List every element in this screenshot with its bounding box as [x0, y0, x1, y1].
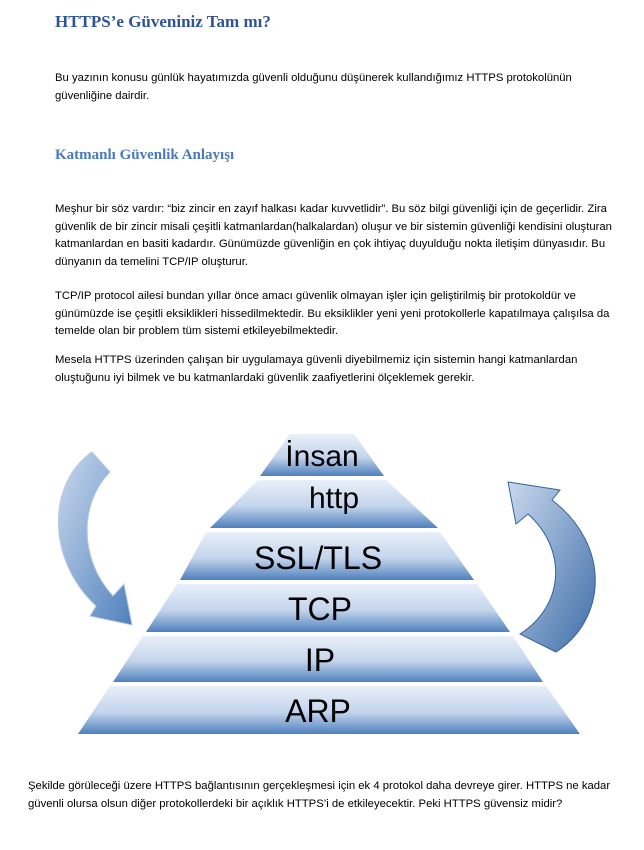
- body-paragraph-2: TCP/IP protocol ailesi bundan yıllar önce amacı güvenlik olmayan işler için geliştirilmiş bir protokoldür ve günümüzde ise çeşitli eksiklikleri hissedilmektedir. Bu eksiklikler yeni yeni protokollerle kapatılmaya çalışılsa da temelde olan bir problem tüm sistemi etkileyebilmektedir.: [55, 290, 610, 337]
- pyramid-label-tcp: TCP: [288, 591, 352, 627]
- pyramid-label-ip: IP: [304, 642, 336, 678]
- curved-arrow-down-right-icon: [58, 452, 132, 625]
- section-heading: Katmanlı Güvenlik Anlayışı: [55, 147, 235, 163]
- pyramid-label-arp: ARP: [285, 693, 351, 729]
- pyramid-label-ssl-tls: SSL/TLS: [253, 540, 383, 576]
- pyramid-label-http: http: [308, 482, 360, 515]
- body-paragraph-3: Mesela HTTPS üzerinden çalışan bir uygulamaya güvenli diyebilmemiz için sistemin hangi katmanlardan oluştuğunu iyi bilmek ve bu katmanlardaki güvenlik zaafiyetlerini ölçeklemek gerekir.: [55, 354, 578, 384]
- curved-arrow-up-left-icon: [508, 482, 595, 652]
- pyramid-label-insan: İnsan: [285, 440, 359, 473]
- body-paragraph-1: Meşhur bir söz vardır: “biz zincir en zayıf halkası kadar kuvvetlidir”. Bu söz bilgi güvenliği için de geçerlidir. Zira güvenlik de bir zincir misali çeşitli katmanlardan(halkalardan) oluşur ve bir sistemin güvenliği kendisini oluşturan katmanlardan en basiti kadardır. Günümüzde güvenliğin en çok ihtiyaç duyulduğu nokta iletişim dünyasıdır. Bu dünyanın da temelini TCP/IP oluşturur.: [55, 203, 612, 268]
- conclusion-paragraph: Şekilde görüleceği üzere HTTPS bağlantısının gerçekleşmesi için ek 4 protokol daha devreye girer. HTTPS ne kadar güvenli olursa olsun diğer protokollerdeki bir açıklık HTTPS’i de etkileyecektir. Peki HTTPS güvensiz midir?: [28, 780, 611, 810]
- intro-paragraph: Bu yazının konusu günlük hayatımızda güvenli olduğunu düşünerek kullandığımız HTTPS protokolünün güvenliğine dairdir.: [55, 72, 572, 102]
- protocol-pyramid-diagram: [0, 420, 644, 750]
- page-title: HTTPS’e Güveniniz Tam mı?: [55, 12, 271, 31]
